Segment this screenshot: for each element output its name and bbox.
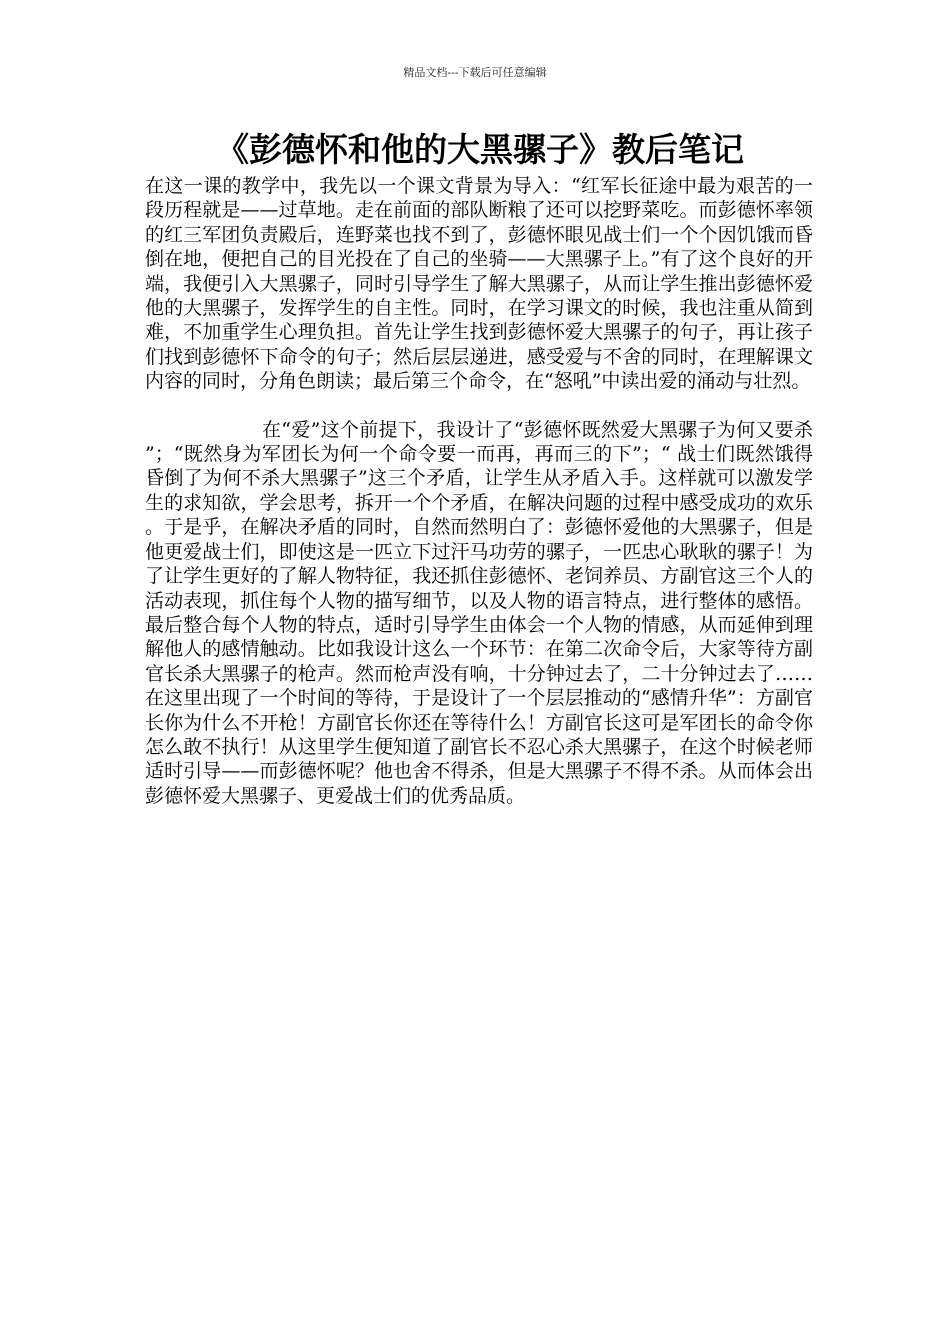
paragraph-1: 在这一课的教学中，我先以一个课文背景为导入：“红军长征途中最为艰苦的一段历程就是——过草地。走在前面的部队断粮了还可以挖野菜吃。而彭德怀率领的红三军团负责殿后，连野菜也找不到了，彭德怀眼见战士们一个个因饥饿而昏倒在地，便把自己的目光投在了自己的坐骑——大黑骡子上。”有了这个良好的开端，我便引入大黑骡子，同时引导学生了解大黑骡子，从而让学生推出彭德怀爱他的大黑骡子，发挥学生的自主性。同时，在学习课文的时候，我也注重从简到难，不加重学生心理负担。首先让学生找到彭德怀爱大黑骡子的句子，再让孩子们找到彭德怀下命令的句子；然后层层递进，感受爱与不舍的同时，在理解课文内容的同时，分角色朗读；最后第三个命令，在“怒吼”中读出爱的涌动与壮烈。 <box>145 175 813 393</box>
header-note: 精品文档---下载后可任意编辑 <box>403 66 547 79</box>
paragraph-2: 在“爱”这个前提下，我设计了“彭德怀既然爱大黑骡子为何又要杀”；“既然身为军团长为何一个命令要一而再，再而三的下”；“ 战士们既然饿得昏倒了为何不杀大黑骡子”这三个矛盾，让学生从矛盾入手。这样就可以激发学生的求知欲，学会思考，拆开一个个矛盾，在解决问题的过程中感受成功的欢乐。于是乎，在解决矛盾的同时，自然而然明白了：彭德怀爱他的大黑骡子，但是他更爱战士们，即使这是一匹立下过汗马功劳的骡子，一匹忠心耿耿的骡子！为了让学生更好的了解人物特征，我还抓住彭德怀、老饲养员、方副官这三个人的活动表现，抓住每个人物的描写细节，以及人物的语言特点，进行整体的感悟。最后整合每个人物的特点，适时引导学生由体会一个人物的情感，从而延伸到理解他人的感情触动。比如我设计这么一个环节：在第二次命令后，大家等待方副官长杀大黑骡子的枪声。然而枪声没有响，十分钟过去了，二十分钟过去了……在这里出现了一个时间的等待，于是设计了一个层层推动的“感情升华”：方副官长你为什么不开枪！方副官长你还在等待什么！方副官长这可是军团长的命令你怎么敢不执行！从这里学生便知道了副官长不忍心杀大黑骡子，在这个时候老师适时引导——而彭德怀呢？他也舍不得杀，但是大黑骡子不得不杀。从而体会出彭德怀爱大黑骡子、更爱战士们的优秀品质。 <box>145 418 813 807</box>
document-body <box>145 174 813 808</box>
document-title: 《彭德怀和他的大黑骡子》教后笔记 <box>216 130 744 169</box>
